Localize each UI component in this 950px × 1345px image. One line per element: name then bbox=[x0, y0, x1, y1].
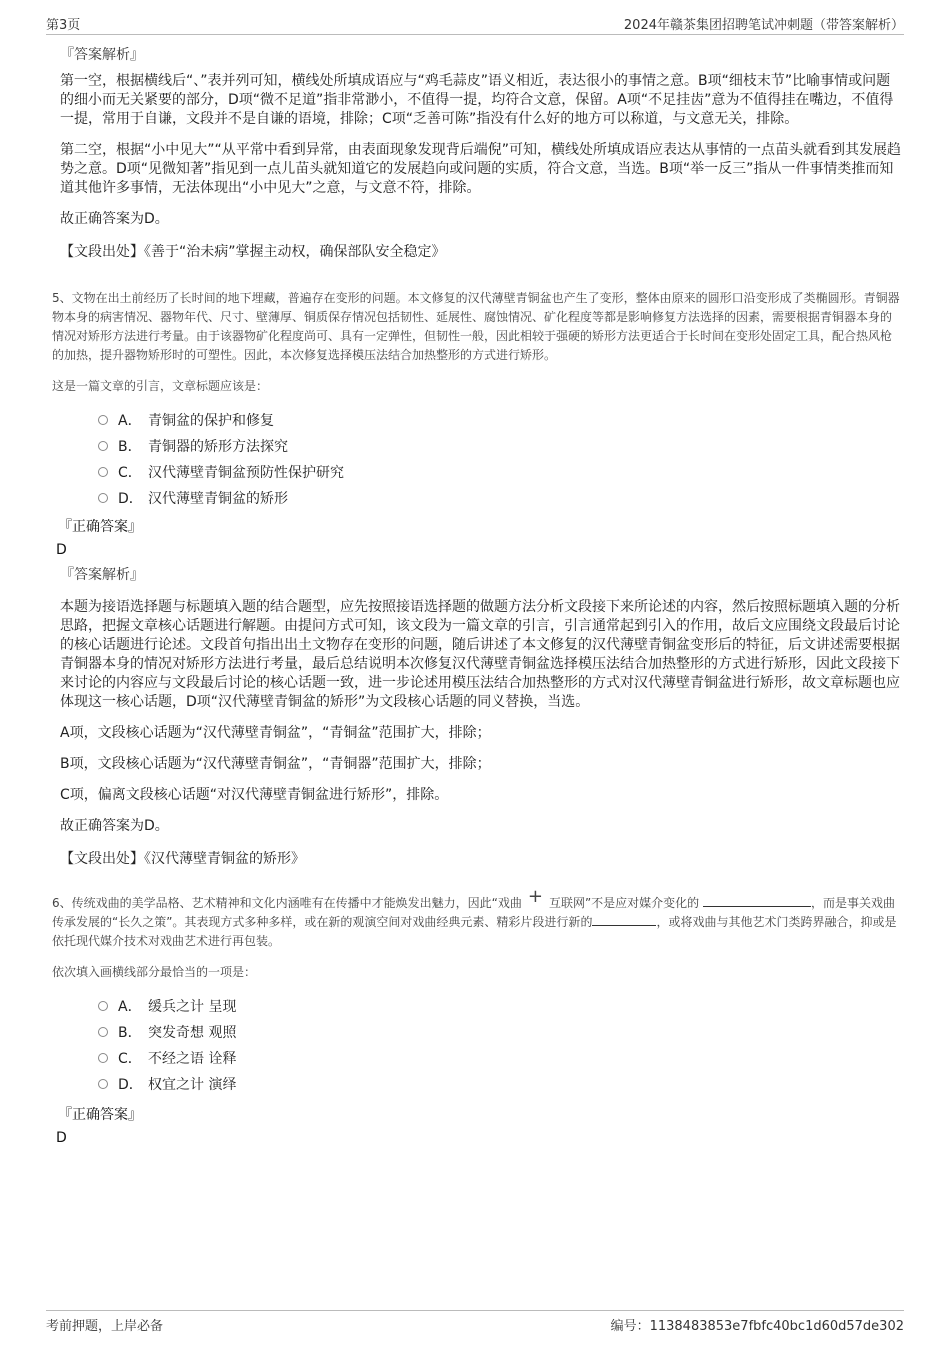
correct-answer-value: D bbox=[56, 542, 67, 558]
analysis-paragraph: 本题为接语选择题与标题填入题的结合题型，应先按照接语选择题的做题方法分析文段接下来所论述的内容，然后按照标题填入题的分析思路，把握文章核心话题进行解题。由提问方式可知，该文段为一篇文章的引言，引言通常起到引入的作用，故后文应围绕文段最后讨论的核心话题进行论述。文段首句指出出土文物存在变形的问题，随后讲述了本文修复的汉代薄壁青铜盆变形后的特征，后文讲述需要根据青铜器本身的情况对矫形方法进行考量，最后总结说明本次修复汉代薄壁青铜盆选择模压法结合加热整形的方式进行矫形，因此文段接下来讨论的内容应与文段最后讨论的核心话题一致，进一步论述用模压法结合加热整形的方式对汉代薄壁青铜盆进行矫形，故文章标题也应体现这一核心话题，D项“汉代薄壁青铜盆的矫形”为文段核心话题的同义替换，当选。 bbox=[60, 599, 900, 710]
question-6-text: 6、传统戏曲的美学品格、艺术精神和文化内涵唯有在传播中才能焕发出魅力，因此“戏曲 + 互联网”不是应对媒介变化的 ，而是事关戏曲传承发展的“长久之策”。其表现方式多种多样，或在新的观演空间对戏曲经典元素、精彩片段进行新的 ，或将戏曲与其他艺术门类跨界融合，抑或是依托现代媒介技术对戏曲艺术进行再包装。 bbox=[52, 886, 897, 948]
question-5-prompt: 这是一篇文章的引言，文章标题应该是： bbox=[52, 379, 269, 393]
fill-blank bbox=[703, 896, 811, 907]
option-d[interactable]: D． 汉代薄壁青铜盆的矫形 bbox=[98, 486, 902, 512]
option-c[interactable]: C． 汉代薄壁青铜盆预防性保护研究 bbox=[98, 460, 902, 486]
option-d[interactable]: D． 权宜之计 演绎 bbox=[98, 1072, 902, 1098]
correct-answer-value: D bbox=[56, 1130, 67, 1146]
radio-icon[interactable] bbox=[98, 493, 108, 503]
option-c[interactable]: C． 不经之语 诠释 bbox=[98, 1046, 902, 1072]
analysis-conclusion: 故正确答案为D。 bbox=[60, 211, 169, 227]
radio-icon[interactable] bbox=[98, 1053, 108, 1063]
page-content bbox=[52, 34, 902, 1152]
option-a[interactable]: A． 青铜盆的保护和修复 bbox=[98, 408, 902, 434]
source-citation: 【文段出处】《善于“治未病”掌握主动权，确保部队安全稳定》 bbox=[60, 244, 446, 260]
analysis-heading: 『答案解析』 bbox=[60, 47, 144, 63]
option-a[interactable]: A． 缓兵之计 呈现 bbox=[98, 994, 902, 1020]
option-b[interactable]: B． 突发奇想 观照 bbox=[98, 1020, 902, 1046]
question-5-options bbox=[98, 408, 902, 512]
radio-icon[interactable] bbox=[98, 1027, 108, 1037]
page-header bbox=[46, 12, 904, 35]
document-code: 编号：1138483853e7fbfc40bc1d60d57de302 bbox=[610, 1319, 904, 1334]
analysis-paragraph: B项，文段核心话题为“汉代薄壁青铜盆”，“青铜器”范围扩大，排除； bbox=[60, 756, 491, 772]
analysis-paragraph: A项，文段核心话题为“汉代薄壁青铜盆”，“青铜盆”范围扩大，排除； bbox=[60, 725, 491, 741]
source-citation: 【文段出处】《汉代薄壁青铜盆的矫形》 bbox=[60, 851, 305, 867]
question-6-options bbox=[98, 994, 902, 1098]
question-5-text: 5、文物在出土前经历了长时间的地下埋藏，普遍存在变形的问题。本文修复的汉代薄壁青铜盆也产生了变形，整体由原来的圆形口沿变形成了类椭圆形。青铜器物本身的病害情况、器物年代、尺寸、壁薄厚、铜质保存情况包括韧性、延展性、腐蚀情况、矿化程度等都是影响修复方法选择的因素，需要根据青铜器本身的情况对矫形方法进行考量。由于该器物矿化程度尚可、具有一定弹性，但韧性一般，因此相较于强硬的矫形方法更适合于长时间在变形处固定工具，配合热风枪的加热，提升器物矫形时的可塑性。因此，本次修复选择模压法结合加热整形的方式进行矫形。 bbox=[52, 291, 900, 362]
page-number: 第3页 bbox=[46, 18, 81, 33]
radio-icon[interactable] bbox=[98, 1079, 108, 1089]
radio-icon[interactable] bbox=[98, 441, 108, 451]
radio-icon[interactable] bbox=[98, 1001, 108, 1011]
plus-sign: + bbox=[527, 886, 543, 907]
question-6-prompt: 依次填入画横线部分最恰当的一项是： bbox=[52, 965, 257, 979]
radio-icon[interactable] bbox=[98, 467, 108, 477]
correct-answer-heading: 『正确答案』 bbox=[58, 519, 142, 535]
analysis-paragraph: 第二空，根据“小中见大”“从平常中看到异常，由表面现象发现背后端倪”可知，横线处所填成语应表达从事情的一点苗头就看到其发展趋势之意。D项“见微知著”指见到一点儿苗头就知道它的发展趋向或问题的实质，符合文意，当选。B项“举一反三”指从一件事情类推而知道其他许多事情，无法体现出“小中见大”之意，与文意不符，排除。 bbox=[60, 142, 902, 196]
analysis-paragraph: 第一空，根据横线后“、”表并列可知，横线处所填成语应与“鸡毛蒜皮”语义相近，表达很小的事情之意。B项“细枝末节”比喻事情或问题的细小而无关紧要的部分，D项“微不足道”指非常渺小，不值得一提，均符合文意，保留。A项“不足挂齿”意为不值得挂在嘴边，不值得一提，常用于自谦，文段并不是自谦的语境，排除；C项“乏善可陈”指没有什么好的地方可以称道，与文意无关，排除。 bbox=[60, 73, 894, 127]
document-title: 2024年赣茶集团招聘笔试冲刺题（带答案解析） bbox=[623, 18, 904, 33]
option-b[interactable]: B． 青铜器的矫形方法探究 bbox=[98, 434, 902, 460]
radio-icon[interactable] bbox=[98, 415, 108, 425]
analysis-conclusion: 故正确答案为D。 bbox=[60, 818, 169, 834]
fill-blank bbox=[592, 915, 656, 926]
analysis-heading: 『答案解析』 bbox=[60, 567, 144, 583]
footer-slogan: 考前押题，上岸必备 bbox=[46, 1319, 164, 1334]
page-footer bbox=[46, 1310, 904, 1333]
correct-answer-heading: 『正确答案』 bbox=[58, 1107, 142, 1123]
analysis-paragraph: C项，偏离文段核心话题“对汉代薄壁青铜盆进行矫形”，排除。 bbox=[60, 787, 449, 803]
